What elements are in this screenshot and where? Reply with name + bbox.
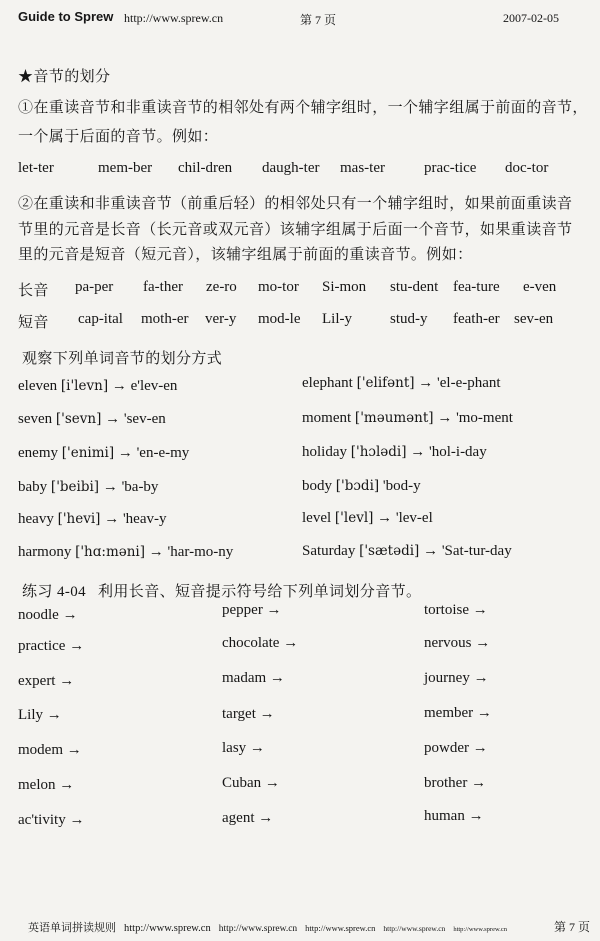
observe-row	[18, 378, 177, 395]
observe-title: 观察下列单词音节的划分方式	[22, 351, 223, 367]
arrow-icon: →	[437, 410, 453, 426]
observe-phonetic: ['hɔlədi]	[350, 444, 407, 460]
example-word: e-ven	[523, 279, 557, 295]
exercise-item: lasy →	[222, 740, 265, 756]
observe-syllables: 'hol-i-day	[429, 444, 487, 460]
observe-phonetic: ['beibi]	[50, 479, 100, 495]
exercise-item: agent →	[222, 810, 274, 826]
observe-phonetic: ['sevn]	[55, 411, 102, 427]
rule1-line: 一个属于后面的音节。例如：	[18, 129, 219, 145]
exercise-item: madam →	[222, 670, 285, 686]
arrow-icon: →	[102, 479, 118, 495]
example-word: feath-er	[453, 311, 500, 327]
exercise-item: target →	[222, 706, 275, 722]
example-word: prac-tice	[424, 160, 477, 176]
observe-phonetic: ['enimi]	[61, 445, 115, 461]
observe-syllables: 'bod-y	[382, 478, 421, 494]
observe-syllables: 'mo-ment	[456, 410, 513, 426]
rule2-line: 节里的元音是长音（长元音或双元音）该辅字组属于后面一个音节，如果重读音节	[18, 222, 573, 238]
observe-syllables: 'har-mo-ny	[167, 544, 234, 560]
observe-row	[302, 444, 487, 461]
exercise-item: pepper →	[222, 602, 282, 618]
observe-phonetic: ['hevi]	[57, 511, 101, 527]
section-title: ★音节的划分	[18, 69, 111, 85]
exercise-item: practice →	[18, 638, 85, 654]
observe-syllables: 'heav-y	[122, 511, 167, 527]
observe-phonetic: ['elifənt]	[356, 375, 415, 391]
observe-row	[18, 411, 166, 428]
exercise-item: ac'tivity →	[18, 812, 85, 828]
example-word: chil-dren	[178, 160, 233, 176]
observe-word: Saturday	[302, 543, 356, 559]
rule2-line: ②在重读和非重读音节（前重后轻）的相邻处只有一个辅字组时，如果前面重读音	[18, 196, 573, 212]
example-word: doc-tor	[505, 160, 549, 176]
exercise-item: powder →	[424, 740, 488, 756]
footer-title: 英语单词拼读规则	[28, 922, 116, 934]
exercise-label: 练习 4-04	[22, 584, 87, 600]
arrow-icon: →	[418, 375, 434, 391]
observe-row	[18, 479, 158, 496]
header-title: Guide to Sprew	[18, 9, 114, 24]
observe-phonetic: ['sætədi]	[359, 543, 420, 559]
observe-word: moment	[302, 410, 352, 426]
example-word: fa-ther	[143, 279, 183, 295]
observe-row	[18, 544, 233, 561]
header-date: 2007-02-05	[503, 11, 559, 25]
example-word: pa-per	[75, 279, 114, 295]
observe-syllables: 'sev-en	[123, 411, 166, 427]
example-word: stud-y	[390, 311, 428, 327]
observe-word: seven	[18, 411, 53, 427]
observe-phonetic: ['levl]	[334, 510, 374, 526]
footer-url: http://www.sprew.cn	[453, 926, 507, 933]
observe-syllables: 'ba-by	[121, 479, 159, 495]
arrow-icon: →	[111, 378, 127, 394]
observe-word: elephant	[302, 375, 353, 391]
example-word: Si-mon	[322, 279, 367, 295]
arrow-icon: →	[117, 445, 133, 461]
observe-row	[302, 543, 512, 560]
observe-phonetic: ['bɔdi]	[335, 478, 380, 494]
footer-page-number: 第 7 页	[553, 920, 590, 934]
observe-word: level	[302, 510, 332, 526]
example-word: sev-en	[514, 311, 554, 327]
example-word: moth-er	[141, 311, 189, 327]
rule1-line: ①在重读音节和非重读音节的相邻处有两个辅字组时，一个辅字组属于前面的音节，	[18, 100, 588, 116]
exercise-item: journey →	[424, 670, 489, 686]
observe-word: enemy	[18, 445, 58, 461]
page-footer	[28, 918, 590, 935]
arrow-icon: →	[148, 544, 164, 560]
observe-syllables: 'lev-el	[395, 510, 433, 526]
observe-row	[18, 511, 166, 528]
arrow-icon: →	[104, 511, 120, 527]
exercise-item: expert →	[18, 673, 75, 689]
exercise-instruction: 利用长音、短音提示符号给下列单词划分音节。	[98, 584, 422, 600]
exercise-item: brother →	[424, 775, 487, 791]
exercise-item: noodle →	[18, 607, 78, 623]
observe-syllables: 'en-e-my	[136, 445, 190, 461]
example-word: cap-ital	[78, 311, 123, 327]
observe-row	[302, 510, 433, 527]
arrow-icon: →	[410, 444, 426, 460]
footer-url: http://www.sprew.cn	[305, 923, 376, 933]
observe-word: body	[302, 478, 332, 494]
example-word: let-ter	[18, 160, 54, 176]
observe-row	[302, 478, 421, 495]
observe-row	[302, 375, 501, 392]
observe-syllables: 'Sat-tur-day	[441, 543, 512, 559]
observe-word: harmony	[18, 544, 72, 560]
exercise-item: chocolate →	[222, 635, 299, 651]
exercise-item: tortoise →	[424, 602, 488, 618]
arrow-icon: →	[105, 411, 121, 427]
example-word: ver-y	[205, 311, 237, 327]
example-word: mas-ter	[340, 160, 385, 176]
exercise-item: human →	[424, 808, 484, 824]
example-word: mod-le	[258, 311, 301, 327]
footer-url: http://www.sprew.cn	[383, 924, 446, 933]
observe-phonetic: [i'levn]	[60, 378, 109, 394]
example-word: daugh-ter	[262, 160, 320, 176]
exercise-item: Cuban →	[222, 775, 280, 791]
observe-phonetic: ['hɑ:məni]	[75, 544, 146, 560]
observe-row	[18, 445, 189, 462]
long-vowel-label: 长音	[18, 283, 49, 299]
observe-word: eleven	[18, 378, 58, 394]
example-word: fea-ture	[453, 279, 500, 295]
short-vowel-label: 短音	[18, 315, 49, 331]
exercise-item: modem →	[18, 742, 82, 758]
arrow-icon: →	[423, 543, 439, 559]
arrow-icon: →	[377, 510, 393, 526]
rule2-line: 里的元音是短音（短元音），该辅字组属于前面的重读音节。例如：	[18, 247, 473, 263]
observe-word: heavy	[18, 511, 54, 527]
footer-url: http://www.sprew.cn	[124, 923, 211, 934]
example-word: Lil-y	[322, 311, 352, 327]
observe-row	[302, 410, 513, 427]
example-word: stu-dent	[390, 279, 439, 295]
example-word: mo-tor	[258, 279, 299, 295]
exercise-item: member →	[424, 705, 492, 721]
observe-phonetic: ['məumənt]	[354, 410, 434, 426]
observe-word: baby	[18, 479, 48, 495]
observe-word: holiday	[302, 444, 347, 460]
footer-url: http://www.sprew.cn	[218, 924, 298, 934]
exercise-item: nervous →	[424, 635, 491, 651]
example-word: ze-ro	[206, 279, 237, 295]
example-word: mem-ber	[98, 160, 153, 176]
exercise-item: melon →	[18, 777, 75, 793]
observe-syllables: e'lev-en	[130, 378, 178, 394]
header-url: http://www.sprew.cn	[124, 11, 224, 25]
header-page-number: 第 7 页	[300, 13, 337, 27]
observe-syllables: 'el-e-phant	[437, 375, 501, 391]
exercise-item: Lily →	[18, 707, 62, 723]
